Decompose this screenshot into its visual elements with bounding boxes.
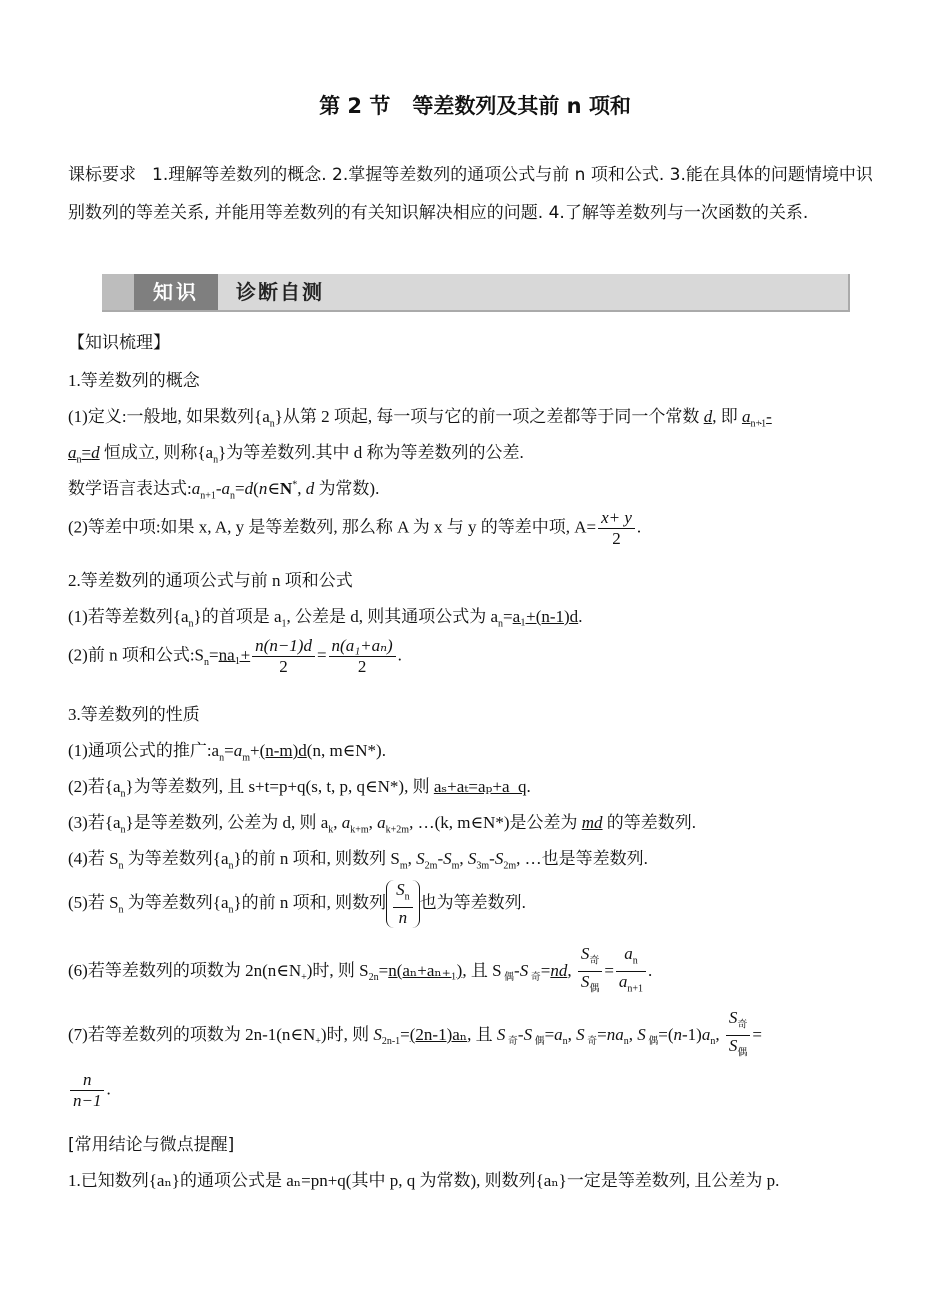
knowledge-heading: 【知识梳理】 xyxy=(68,333,170,353)
blank-md: md xyxy=(581,813,603,832)
common-conclusions-heading: [常用结论与微点提醒] xyxy=(68,1135,235,1155)
s3-item-7-cont: $\frac{n}{n-1}$ . xyxy=(68,1070,111,1111)
s1-math-language: 数学语言表达式$:a_{n+1}-a_n=d(n\in N^*$, d 为常数). xyxy=(68,479,380,502)
brace-sn-over-n: $\frac{S_n}{n}$ xyxy=(386,880,420,928)
s2-general-term: (1)若等差数列$\{a_n\}$的首项是 $a_1$, 公差是 d, 则其通项公式为 $a_n=a_1+(n-1)d$. xyxy=(68,607,583,630)
s1-heading: 1.等差数列的概念 xyxy=(68,371,200,390)
banner-self-test: 诊断自测 xyxy=(236,280,324,304)
s3-item-1: (1)通项公式的推广$:a_n=a_m+(n-m)d(n$, m∈N*). xyxy=(68,741,386,764)
requirements-label: 课标要求 xyxy=(68,165,136,185)
requirements-text: 1.理解等差数列的概念. 2.掌握等差数列的通项公式与前 n 项和公式. 3.能在具体的问题情境中识别数列的等差关系, 并能用等差数列的有关知识解决相应的问题. 4.了解等差数列与一次函数的关系. xyxy=(68,165,873,223)
s3-item-4: (4)若 $S_n$ 为等差数列$\{a_n\}$的前 n 项和, 则数列 $S_m$, $S_{2m}-S_m$, $S_{3m}-S_{2m}$, …也是等差数列. xyxy=(68,849,648,872)
s3-item-5: (5)若 $S_n$ 为等差数列$\{a_n\}$的前 n 项和, 则数列 $\frac{S_n}{n}$ 也为等差数列. xyxy=(68,880,526,928)
s2-heading: 2.等差数列的通项公式与前 n 项和公式 xyxy=(68,571,353,590)
page-title xyxy=(0,90,950,120)
s3-item-2: (2)若$\{a_n\}$为等差数列, 且 s+t=p+q(s, t, p, q∈N*), 则 aₛ+aₜ=aₚ+a_q. xyxy=(68,777,531,800)
blank-d: d xyxy=(703,407,713,426)
s3-item-3: (3)若$\{a_n\}$是等差数列, 公差为 d, 则 $a_k$, $a_{k+m}$, $a_{k+2m}$, …(k, m∈N*)是公差为 md 的等差数列. xyxy=(68,813,697,836)
blank-index-sum: aₛ+aₜ=aₚ+a_q xyxy=(433,777,527,796)
fraction-sum-2: $\frac{\text{n(a₁+aₙ)}}{2}$ xyxy=(329,636,396,677)
blank-general-term: a₁+(n-1)d xyxy=(512,607,579,626)
common-conclusion-1: 1.已知数列{aₙ}的通项公式是 aₙ=pn+q(其中 p, q 为常数), 则数列{aₙ}一定是等差数列, 且公差为 p. xyxy=(68,1171,780,1190)
fraction-sum-1: $\frac{n(n-1)d}{2}$ xyxy=(252,636,315,677)
banner-knowledge: 知识 xyxy=(134,274,218,310)
s3-item-7: (7)若等差数列的项数为 $2n-1(n\in N_+)$时, 则 $S_{2n-1}=(2n-1)a_n$, 且 S $_奇$-S $_偶=a_n$, S $_奇=na_n$, S $_偶=(n-1)a_n$, $\frac{S_奇}{S_偶}$ = xyxy=(68,1008,762,1064)
curriculum-requirements xyxy=(68,156,888,232)
section-number: 第 2 节 xyxy=(319,94,391,118)
s2-sum-formula: (2)前 n 项和公式$:S_n=na_1+$ $\frac{n(n-1)d}{2}$ = $\frac{\text{n(a₁+aₙ)}}{2}$ . xyxy=(68,636,402,676)
blank-s2n: n(aₙ+aₙ₊₁) xyxy=(388,960,463,980)
blank-generalization: (n-m)d xyxy=(259,741,307,760)
s1-arithmetic-mean: (2)等差中项:如果 x, A, y 是等差数列, 那么称 A 为 x 与 y 的等差中项, A= $\frac{x+ y}{2}$ . xyxy=(68,508,642,548)
s1-definition-cont: $a_n=d$ 恒成立, 则称$\{a_n\}$为等差数列.其中 d 称为等差数列的公差. xyxy=(68,443,524,466)
blank-s2n-1: (2n-1)aₙ xyxy=(409,1024,468,1044)
s3-item-6: (6)若等差数列的项数为 $2n(n\in N_+)$时, 则 $S_{2n}=n(a_n+a_{n+1})$, 且 S $_偶$-S $_奇$=nd, $\frac{S_奇}{S_偶}$ = $\frac{a_n}{a_{n+1}}$ . xyxy=(68,944,652,1000)
fraction-mean: $\frac{x+ y}{2}$ xyxy=(598,508,635,549)
blank-sum: na₁+ xyxy=(218,645,251,665)
section-banner xyxy=(102,274,850,314)
s1-definition: (1)定义:一般地, 如果数列$\{a_n\}$从第 2 项起, 每一项与它的前一项之差都等于同一个常数 d, 即 $a_{n+1}-$ xyxy=(68,407,772,430)
section-topic: 等差数列及其前 n 项和 xyxy=(412,94,631,118)
s3-heading: 3.等差数列的性质 xyxy=(68,705,200,724)
blank-nd: nd xyxy=(550,960,568,980)
